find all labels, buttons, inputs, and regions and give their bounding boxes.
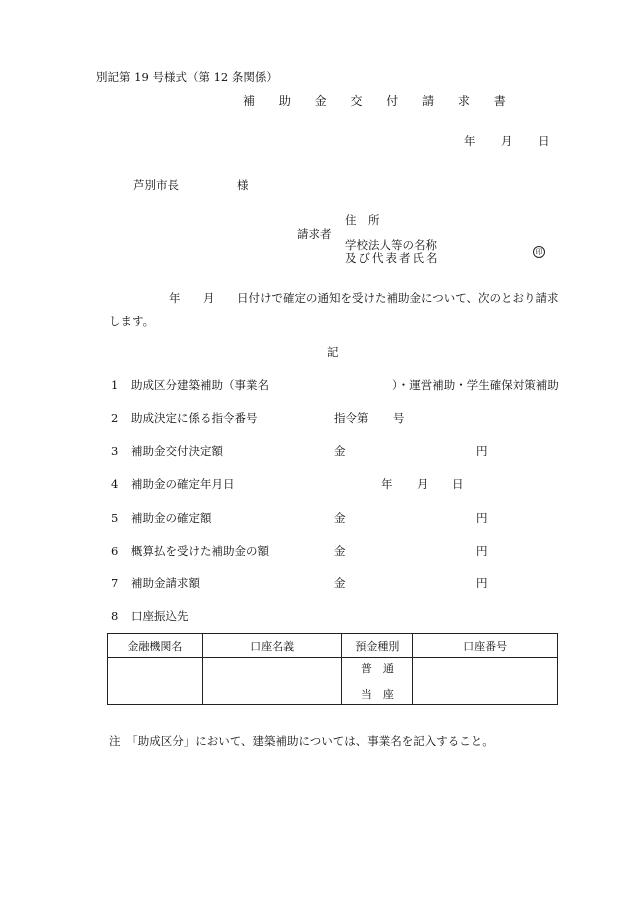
item-value-suffix: 円 <box>476 576 488 590</box>
item-label: 口座振込先 <box>131 609 189 623</box>
item-label: 補助金の確定年月日 <box>131 477 235 491</box>
item-label: 助成区分建築補助（事業名 <box>131 378 269 392</box>
date-day: 日 <box>538 134 550 148</box>
item-value-suffix: 円 <box>476 444 488 458</box>
account-type-checking[interactable]: 当 座 <box>360 688 394 701</box>
header-deposit-type: 預金種別 <box>342 634 413 658</box>
org-name-label: 学校法人等の名称 <box>345 238 437 252</box>
item-number: 4 <box>111 477 119 491</box>
body-text-line1: 日付けで確定の通知を受けた補助金について、次のとおり請求 <box>237 291 559 305</box>
table-header-row <box>108 634 558 658</box>
ki-heading: 記 <box>327 345 339 359</box>
account-number-cell[interactable] <box>413 658 558 705</box>
addressee-name: 芦別市長 <box>133 178 179 192</box>
item-number: 3 <box>111 444 119 458</box>
item-value-suffix: 円 <box>476 511 488 525</box>
date-month: 月 <box>501 134 513 148</box>
requester-label: 請求者 <box>297 227 332 241</box>
item-label: 助成決定に係る指令番号 <box>131 411 258 425</box>
note-text: 注 「助成区分」において、建築補助については、事業名を記入すること。 <box>109 734 494 748</box>
item-value-suffix: 円 <box>476 544 488 558</box>
body-year: 年 <box>169 291 181 305</box>
item-value-prefix: 金 <box>334 576 346 590</box>
representative-name-label: 及び代表者氏名 <box>345 251 440 265</box>
header-account-holder: 口座名義 <box>202 634 342 658</box>
form-number: 別記第 19 号様式（第 12 条関係） <box>96 70 278 84</box>
item-label: 補助金の確定額 <box>131 511 212 525</box>
page-title: 補 助 金 交 付 請 求 書 <box>243 94 516 108</box>
table-row <box>108 658 558 705</box>
item-date-month: 月 <box>417 477 429 491</box>
item-number: 6 <box>111 544 119 558</box>
item-label: 補助金請求額 <box>131 576 200 590</box>
item-value-suffix: 号 <box>393 411 405 425</box>
item-date-year: 年 <box>381 477 393 491</box>
addressee-honorific: 様 <box>237 178 249 192</box>
item-label: 概算払を受けた補助金の額 <box>131 544 269 558</box>
date-year: 年 <box>464 134 476 148</box>
body-text-line2: します。 <box>109 314 155 328</box>
item-value-prefix: 金 <box>334 544 346 558</box>
item-value-prefix: 金 <box>334 444 346 458</box>
item-value-prefix: 金 <box>334 511 346 525</box>
body-month: 月 <box>203 291 215 305</box>
account-type-ordinary[interactable]: 普 通 <box>360 662 394 675</box>
item-number: 7 <box>111 576 119 590</box>
item-date-day: 日 <box>452 477 464 491</box>
account-holder-cell[interactable] <box>202 658 342 705</box>
header-bank-name: 金融機関名 <box>108 634 203 658</box>
address-label: 住 所 <box>345 213 380 227</box>
item-label: 補助金交付決定額 <box>131 444 223 458</box>
header-account-number: 口座番号 <box>413 634 558 658</box>
item-value-prefix: 指令第 <box>334 411 369 425</box>
item-number: 5 <box>111 511 119 525</box>
item-extra: ）・運営補助・学生確保対策補助 <box>392 378 559 392</box>
seal-mark: 印 <box>533 246 545 258</box>
deposit-type-cell[interactable] <box>342 658 413 705</box>
item-number: 8 <box>111 609 119 623</box>
item-number: 1 <box>111 378 119 392</box>
item-number: 2 <box>111 411 119 425</box>
bank-account-table <box>107 633 558 705</box>
bank-name-cell[interactable] <box>108 658 203 705</box>
